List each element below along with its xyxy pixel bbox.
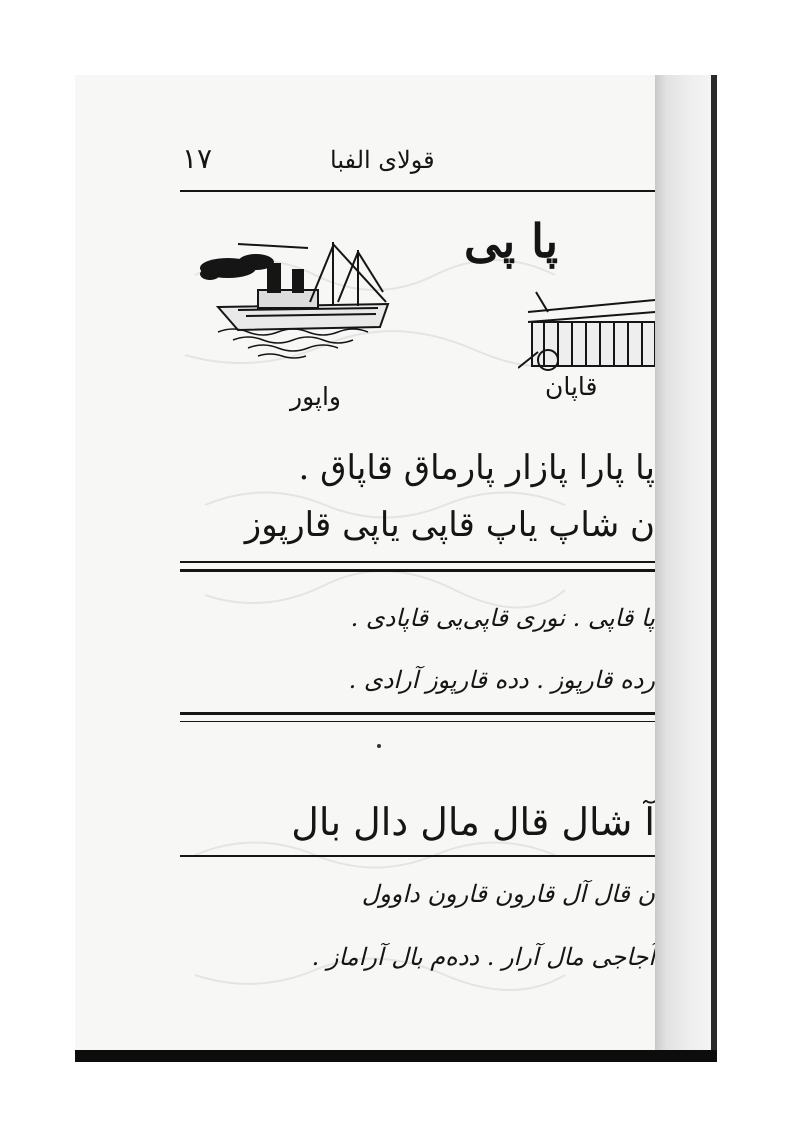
divider-rule <box>180 855 655 857</box>
book-spine-shadow <box>655 75 717 1060</box>
handwritten-line: رده قارپوز . دده قارپوز آرادی . <box>348 666 655 694</box>
scan-border <box>75 1050 717 1062</box>
divider-rule <box>180 721 655 722</box>
handwritten-line: ن قال آل قارون قارون داوول <box>361 880 655 908</box>
printed-line: پا پارا پازار پارماق قاپاق . <box>298 448 655 488</box>
header-rule <box>180 190 655 192</box>
book-page <box>75 75 655 1060</box>
page-number: ١٧ <box>182 142 213 175</box>
caption-steamship: واپور <box>290 382 341 411</box>
handwritten-line: آجاجی مال آرار . دده‌م بال آراماز . <box>311 943 655 971</box>
printed-line: آ شال قال مال دال بال <box>291 800 655 844</box>
page-edge <box>711 75 717 1060</box>
divider-rule <box>180 569 655 572</box>
printed-line: ن شاپ یاپ قاپی یاپی قارپوز <box>244 505 655 545</box>
running-title: قولای الفبا <box>330 146 435 174</box>
caption-cart: قاپان <box>545 372 598 401</box>
bleed-through-shadow <box>75 75 655 1060</box>
ink-speck <box>377 744 381 748</box>
handwritten-line: پا قاپی . نوری قاپی‌یی قاپادی . <box>350 604 655 632</box>
divider-rule <box>180 712 655 715</box>
cart-illustration <box>518 282 655 374</box>
divider-rule <box>180 561 655 563</box>
steamship-illustration <box>198 232 408 362</box>
lesson-letters: پا پی <box>464 214 558 268</box>
